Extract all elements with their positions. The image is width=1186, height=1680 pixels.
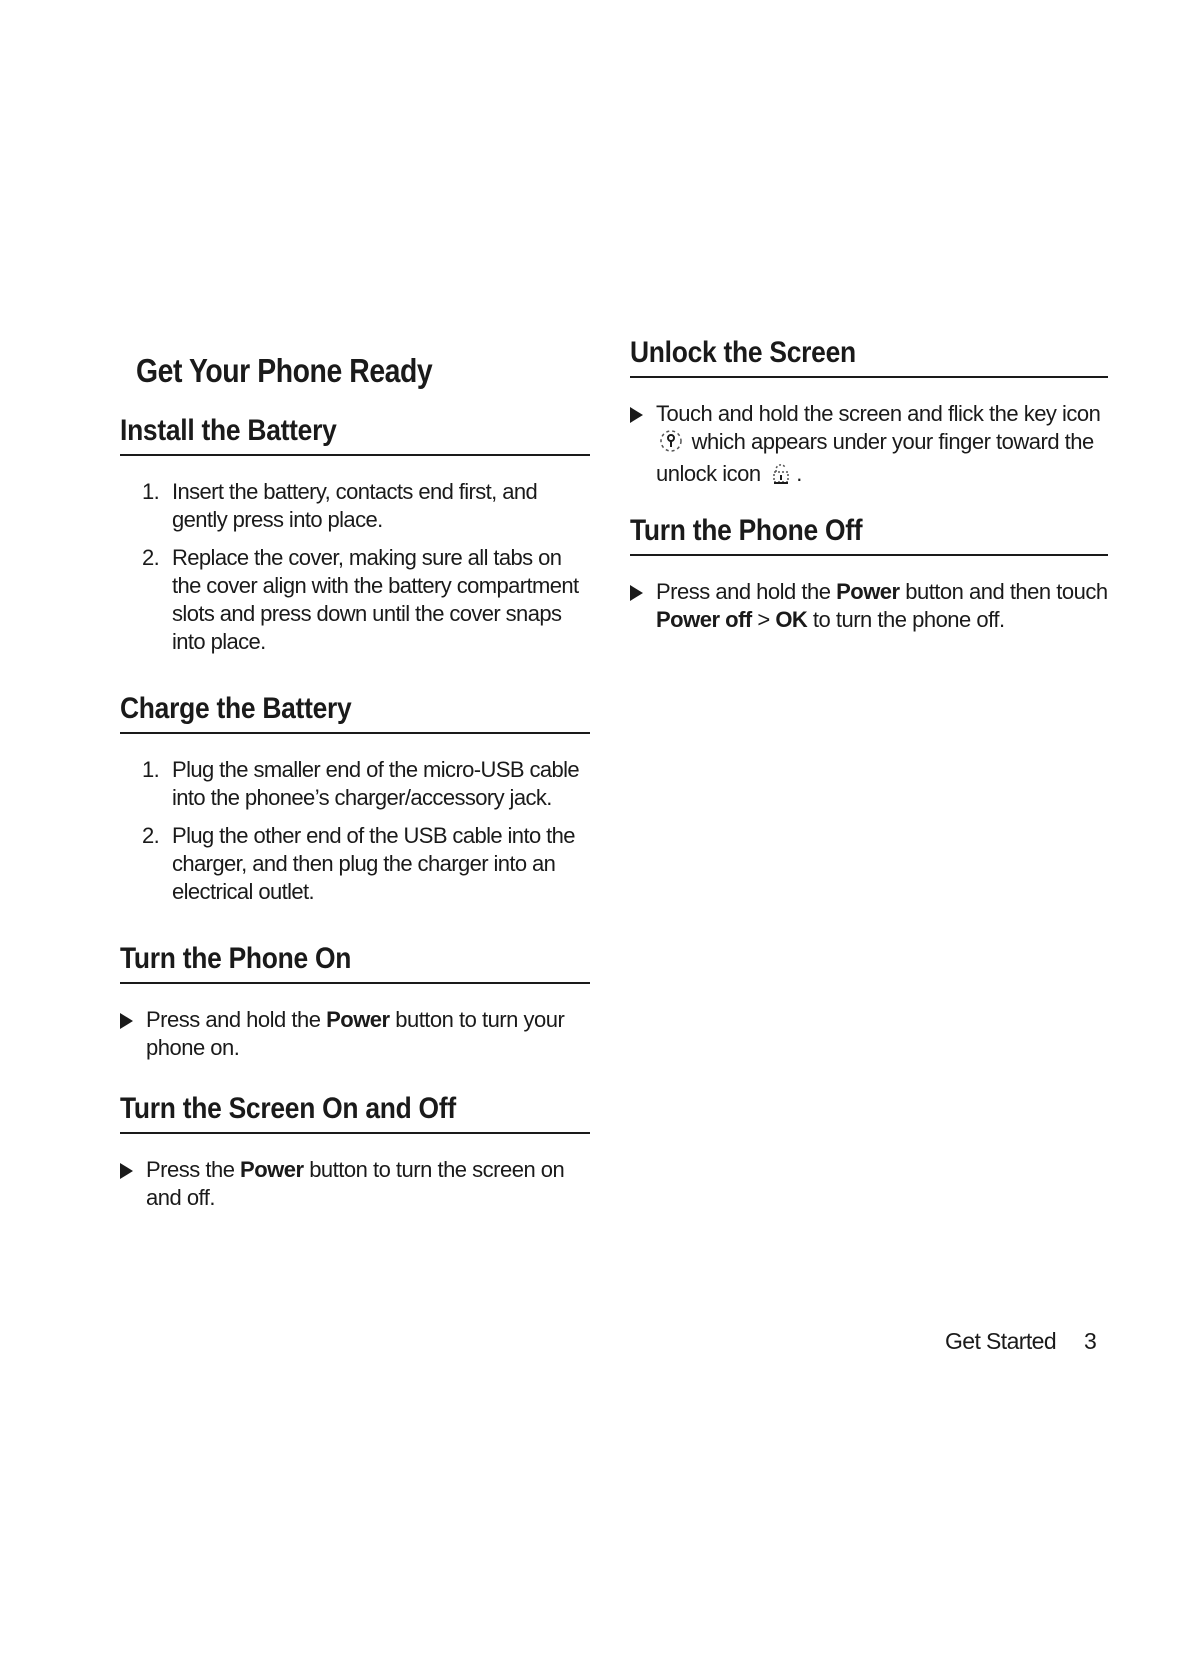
list-item xyxy=(120,822,590,906)
bullet-turn-screen-on-off xyxy=(120,1156,590,1212)
page-footer xyxy=(945,1328,1096,1355)
text: Press and hold the xyxy=(656,579,837,604)
section-unlock-screen xyxy=(630,334,1108,492)
step-text: Insert the battery, contacts end first, and gently press into place. xyxy=(172,479,538,532)
text: . xyxy=(796,461,802,486)
text: > xyxy=(751,607,776,632)
page-title: Get Your Phone Ready xyxy=(136,352,433,389)
list-item xyxy=(120,478,590,534)
power-keyword: Power xyxy=(240,1157,304,1182)
text: Press and hold the xyxy=(146,1007,327,1032)
section-turn-screen-on-off xyxy=(120,1090,590,1212)
bullet-arrow-icon xyxy=(120,1163,133,1179)
step-text: Replace the cover, making sure all tabs on the cover align with the battery compartment slots and press down until the cover snaps into place. xyxy=(172,545,579,654)
text: button to turn the screen on and off. xyxy=(146,1157,565,1210)
step-number: 2. xyxy=(142,545,160,570)
section-charge-battery xyxy=(120,690,590,916)
text: which appears under your finger toward the unlock icon xyxy=(656,429,1094,486)
page-number: 3 xyxy=(1084,1328,1097,1354)
heading-install-battery: Install the Battery xyxy=(120,412,590,456)
charge-battery-steps xyxy=(120,756,590,906)
heading-unlock-screen: Unlock the Screen xyxy=(630,334,1108,378)
text: Press the xyxy=(146,1157,241,1182)
section-turn-phone-on xyxy=(120,940,590,1062)
step-number: 1. xyxy=(142,479,160,504)
text: to turn the phone off. xyxy=(807,607,1005,632)
text: button and then touch xyxy=(899,579,1108,604)
key-icon xyxy=(659,429,683,460)
list-item xyxy=(120,756,590,812)
footer-section-name: Get Started xyxy=(945,1328,1057,1354)
step-text: Plug the other end of the USB cable into the charger, and then plug the charger into an electrical outlet. xyxy=(172,823,575,904)
bullet-arrow-icon xyxy=(630,585,643,601)
power-keyword: Power xyxy=(326,1007,390,1032)
bullet-arrow-icon xyxy=(120,1013,133,1029)
power-keyword: Power xyxy=(836,579,900,604)
text: Touch and hold the screen and flick the key icon xyxy=(656,401,1101,426)
heading-turn-phone-on: Turn the Phone On xyxy=(120,940,590,984)
power-off-keyword: Power off xyxy=(656,607,752,632)
unlock-icon xyxy=(769,461,793,492)
bullet-unlock-screen xyxy=(630,400,1108,492)
step-text: Plug the smaller end of the micro-USB cable into the phonee’s charger/accessory jack. xyxy=(172,757,580,810)
section-turn-phone-off xyxy=(630,512,1108,634)
section-install-battery xyxy=(120,412,590,666)
install-battery-steps xyxy=(120,478,590,656)
heading-charge-battery: Charge the Battery xyxy=(120,690,590,734)
bullet-arrow-icon xyxy=(630,407,643,423)
heading-turn-screen-on-off: Turn the Screen On and Off xyxy=(120,1090,590,1134)
step-number: 1. xyxy=(142,757,160,782)
step-number: 2. xyxy=(142,823,160,848)
bullet-turn-phone-on xyxy=(120,1006,590,1062)
heading-turn-phone-off: Turn the Phone Off xyxy=(630,512,1108,556)
list-item xyxy=(120,544,590,656)
ok-keyword: OK xyxy=(775,607,808,632)
bullet-turn-phone-off xyxy=(630,578,1108,634)
text: button to turn your phone on. xyxy=(146,1007,565,1060)
